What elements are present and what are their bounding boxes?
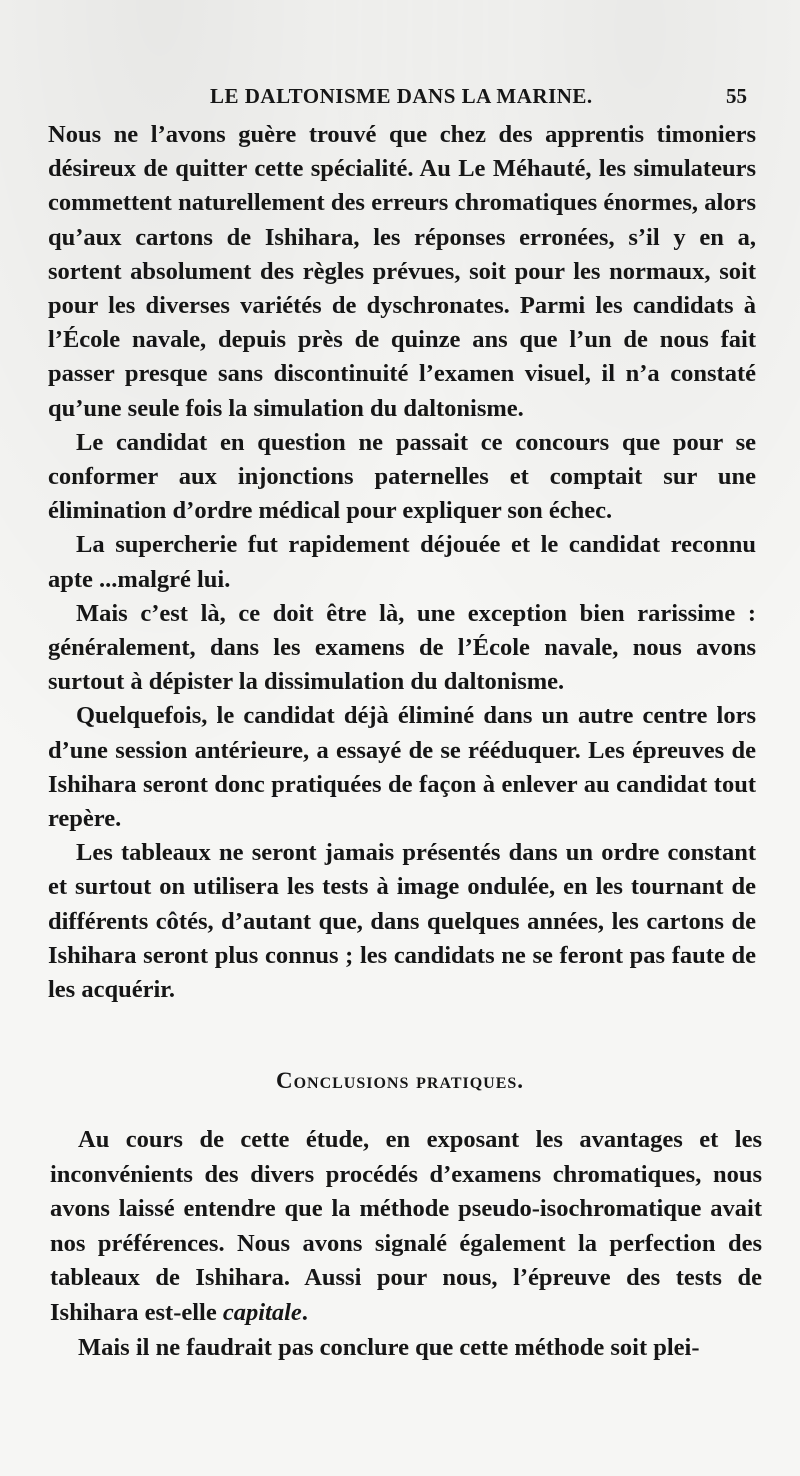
paragraph — [50, 1123, 762, 1331]
emphasis-text: capitale — [222, 1298, 302, 1326]
paragraph: Quelquefois, le candidat déjà éliminé dans un autre centre lors d’une session antérieure, a essayé de se rééduquer. Les épreuves de Ishihara seront donc pratiquées de façon à enlever au candidat tout repère. — [48, 702, 756, 833]
paragraph: Les tableaux ne seront jamais présentés dans un ordre constant et surtout on utilisera les tests à image ondulée, en les tournant de différents côtés, d’autant que, dans quelques années, les cartons de Ishihara seront plus connus ; les candidats ne se feront pas faute de les acquérir. — [48, 839, 756, 1004]
section-heading — [0, 1068, 800, 1094]
page-number: 55 — [726, 84, 747, 108]
body-text-top — [48, 118, 756, 1007]
paragraph: Nous ne l’avons guère trouvé que chez des apprentis timoniers désireux de quitter cette spécialité. Au Le Méhauté, les simulateurs commettent naturellement des erreurs chromatiques énormes, alors qu’aux cartons de Ishihara, les réponses erronées, s’il y en a, sortent absolument des règles prévues, soit pour les normaux, soit pour les diverses variétés de dyschronates. Parmi les candidats à l’École navale, depuis près de quinze ans que l’un de nous fait passer presque sans discontinuité l’examen visuel, il n’a constaté qu’une seule fois la simulation du daltonisme. — [48, 121, 756, 422]
running-title: LE DALTONISME DANS LA MARINE. — [210, 84, 593, 108]
paragraph: Le candidat en question ne passait ce concours que pour se conformer aux injonctions paternelles et comptait sur une élimination d’ordre médical pour expliquer son échec. — [48, 428, 756, 525]
paragraph: Mais c’est là, ce doit être là, une exception bien rarissime : généralement, dans les examens de l’École navale, nous avons surtout à dépister la dissimulation du daltonisme. — [48, 599, 756, 696]
paragraph: La supercherie fut rapidement déjouée et le candidat reconnu apte ...malgré lui. — [48, 531, 756, 593]
paragraph-text: Au cours de cette étude, en exposant les avantages et les inconvénients des divers procédés d’examens chromatiques, nous avons laissé entendre que la méthode pseudo-isochromatique avait nos préférences. Nous avons signalé également la perfection des tableaux de Ishihara. Aussi pour nous, l’épreuve des tests de Ishihara est-elle — [50, 1126, 762, 1326]
running-head — [0, 80, 800, 116]
paragraph: Mais il ne faudrait pas conclure que cette méthode soit plei- — [78, 1333, 700, 1361]
section-heading-text: Conclusions pratiques. — [275, 1068, 525, 1093]
body-text-bottom — [50, 1123, 762, 1365]
paragraph-end: . — [301, 1298, 308, 1326]
